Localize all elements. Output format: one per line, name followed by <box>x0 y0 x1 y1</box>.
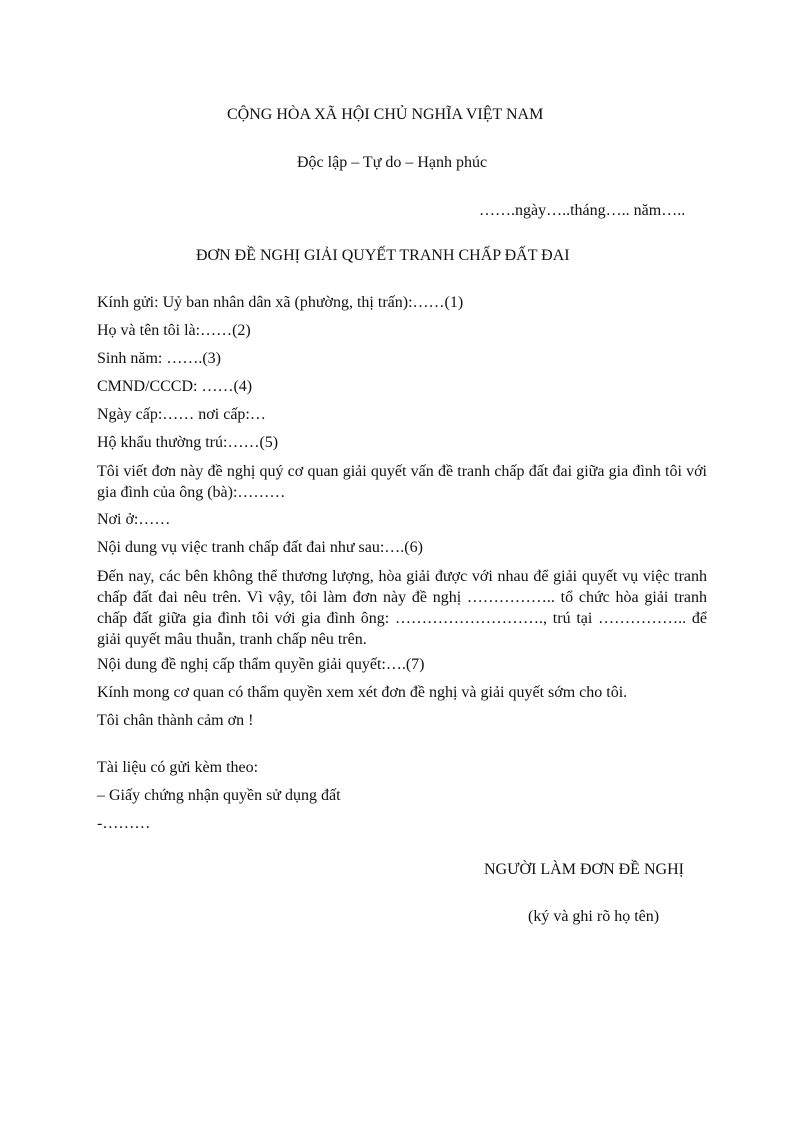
thanks-line: Tôi chân thành cảm ơn ! <box>97 712 254 729</box>
proposal-content-line: Nội dung đề nghị cấp thẩm quyền giải quyết:….(7) <box>97 656 425 673</box>
addressee-line: Kính gửi: Uỷ ban nhân dân xã (phường, thị trấn):……(1) <box>97 294 464 311</box>
motto: Độc lập – Tự do – Hạnh phúc <box>297 154 488 171</box>
full-name-line: Họ và tên tôi là:……(2) <box>97 322 251 339</box>
mediation-paragraph: Đến nay, các bên không thể thương lượng, hòa giải được với nhau để giải quyết vụ việc tranh chấp đất đai nêu trên. Vì vậy, tôi làm đơn này đề nghị …………….. tổ chức hòa giải tranh chấp đất giữa gia đình tôi với gia đình ông: ………………………., trú tại …………….. để giải quyết mâu thuẫn, tranh chấp nêu trên. <box>97 568 707 648</box>
hope-line: Kính mong cơ quan có thẩm quyền xem xét đơn đề nghị và giải quyết sớm cho tôi. <box>97 684 628 701</box>
living-place-line: Nơi ở:…… <box>97 511 171 528</box>
attachment-item: -……… <box>97 815 151 832</box>
country-heading: CỘNG HÒA XÃ HỘI CHỦ NGHĨA VIỆT NAM <box>227 106 544 123</box>
residence-line: Hộ khẩu thường trú:……(5) <box>97 434 279 451</box>
attachments-heading: Tài liệu có gửi kèm theo: <box>97 759 259 776</box>
issue-info-line: Ngày cấp:…… nơi cấp:… <box>97 406 266 423</box>
document-title: ĐƠN ĐỀ NGHỊ GIẢI QUYẾT TRANH CHẤP ĐẤT ĐAI <box>196 247 570 264</box>
birth-year-line: Sinh năm: …….(3) <box>97 350 221 367</box>
signature-instruction: (ký và ghi rõ họ tên) <box>528 908 660 925</box>
dispute-content-line: Nội dung vụ việc tranh chấp đất đai như sau:….(6) <box>97 539 423 556</box>
signature-role: NGƯỜI LÀM ĐƠN ĐỀ NGHỊ <box>484 861 684 878</box>
request-paragraph: Tôi viết đơn này đề nghị quý cơ quan giải quyết vấn đề tranh chấp đất đai giữa gia đình tôi với gia đình của ông (bà):……… <box>97 463 707 501</box>
date-line: …….ngày…..tháng….. năm….. <box>479 202 686 219</box>
id-number-line: CMND/CCCD: ……(4) <box>97 378 253 395</box>
attachment-item: – Giấy chứng nhận quyền sử dụng đất <box>97 787 341 804</box>
